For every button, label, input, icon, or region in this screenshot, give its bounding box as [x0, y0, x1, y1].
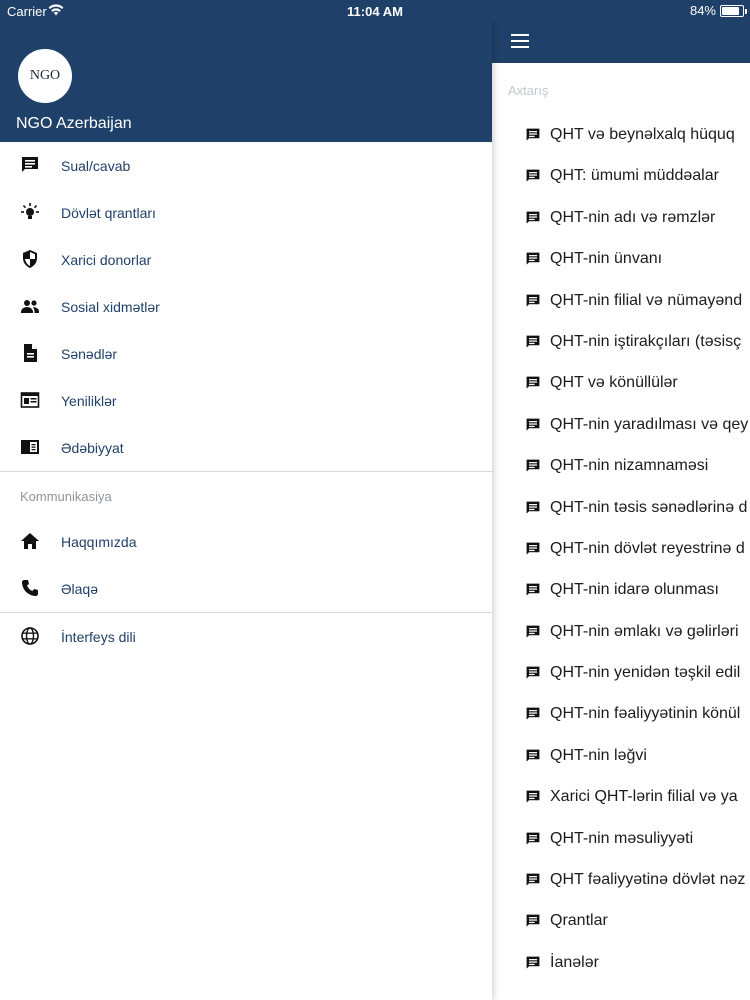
- topic-item[interactable]: [492, 943, 750, 984]
- topic-item[interactable]: [492, 446, 750, 487]
- menu-item-newspaper[interactable]: [0, 377, 492, 424]
- menu-item-globe[interactable]: [0, 613, 492, 660]
- topic-label: QHT və beynəlxalq hüquq: [550, 126, 735, 143]
- book-icon: [20, 437, 40, 457]
- topic-item[interactable]: [492, 612, 750, 653]
- globe-icon: [20, 626, 40, 646]
- topic-item[interactable]: [492, 198, 750, 239]
- chat-icon: [525, 458, 541, 474]
- battery-icon: [720, 5, 744, 17]
- battery-percent: 84%: [689, 3, 716, 18]
- topics-panel: [492, 0, 750, 1000]
- hamburger-menu-icon[interactable]: [511, 34, 529, 48]
- topic-item[interactable]: [492, 901, 750, 942]
- ngo-logo: [18, 49, 72, 103]
- chat-icon: [525, 872, 541, 888]
- topic-item[interactable]: [492, 281, 750, 322]
- menu-item-label: Əlaqə: [61, 581, 99, 597]
- phone-icon: [20, 578, 40, 598]
- chat-icon: [20, 155, 40, 175]
- topic-item[interactable]: [492, 322, 750, 363]
- topic-item[interactable]: [492, 239, 750, 280]
- menu-item-label: Haqqımızda: [61, 534, 137, 550]
- topic-label: QHT-nin adı və rəmzlər: [550, 208, 716, 226]
- section-header-communication: [0, 472, 492, 518]
- chat-icon: [525, 500, 541, 516]
- menu-item-label: Dövlət qrantları: [61, 205, 156, 221]
- chat-icon: [525, 293, 541, 309]
- topic-item[interactable]: [492, 819, 750, 860]
- chat-icon: [525, 417, 541, 433]
- topic-label: QHT: ümumi müddəalar: [550, 167, 719, 185]
- menu-item-home[interactable]: [0, 518, 492, 565]
- topic-label: QHT-nin ləğvi: [550, 746, 647, 764]
- chat-icon: [525, 913, 541, 929]
- topic-item[interactable]: [492, 405, 750, 446]
- carrier-label: Carrier: [7, 4, 47, 19]
- search-input[interactable]: [508, 81, 738, 99]
- chat-icon: [525, 706, 541, 722]
- status-bar: [0, 0, 750, 22]
- home-icon: [20, 531, 40, 551]
- primary-menu: [0, 142, 492, 471]
- topic-label: Qrantlar: [550, 912, 608, 930]
- topic-item[interactable]: [492, 653, 750, 694]
- chat-icon: [525, 375, 541, 391]
- menu-item-label: Sosial xidmətlər: [61, 299, 160, 315]
- status-time: 11:04 AM: [347, 4, 403, 19]
- topic-label: QHT-nin ünvanı: [550, 250, 663, 268]
- topic-label: QHT-nin idarə olunması: [550, 581, 719, 599]
- chat-icon: [525, 582, 541, 598]
- chat-icon: [525, 624, 541, 640]
- newspaper-icon: [20, 390, 40, 410]
- menu-item-chat[interactable]: [0, 142, 492, 189]
- topic-item[interactable]: [492, 363, 750, 404]
- menu-item-lightbulb[interactable]: [0, 189, 492, 236]
- topic-label: QHT fəaliyyətinə dövlət nəz: [550, 871, 746, 889]
- battery-fill: [722, 7, 739, 15]
- topic-label: QHT-nin dövlət reyestrinə d: [550, 539, 745, 557]
- section-header-label: Kommunikasiya: [20, 489, 112, 504]
- menu-item-book[interactable]: [0, 424, 492, 471]
- topic-item[interactable]: [492, 488, 750, 529]
- chat-icon: [525, 748, 541, 764]
- chat-icon: [525, 789, 541, 805]
- chat-icon: [525, 168, 541, 184]
- org-name: NGO Azerbaijan: [16, 115, 132, 132]
- topic-label: QHT-nin filial və nümayənd: [550, 291, 743, 309]
- chat-icon: [525, 334, 541, 350]
- menu-item-shield[interactable]: [0, 236, 492, 283]
- topic-label: QHT-nin yenidən təşkil edil: [550, 664, 741, 682]
- topic-label: İanələr: [550, 953, 599, 971]
- topic-item[interactable]: [492, 156, 750, 197]
- menu-item-document[interactable]: [0, 330, 492, 377]
- topic-label: QHT-nin nizamnaməsi: [550, 457, 709, 475]
- chat-icon: [525, 955, 541, 971]
- topic-item[interactable]: [492, 115, 750, 156]
- shield-icon: [20, 249, 40, 269]
- chat-icon: [525, 541, 541, 557]
- battery-status: [690, 3, 744, 18]
- menu-item-label: Xarici donorlar: [61, 252, 152, 268]
- people-icon: [20, 296, 40, 316]
- topic-item[interactable]: [492, 694, 750, 735]
- menu-item-label: Yeniliklər: [61, 393, 117, 409]
- chat-icon: [525, 210, 541, 226]
- topic-item[interactable]: [492, 736, 750, 777]
- menu-item-label: İnterfeys dili: [61, 629, 136, 645]
- menu-item-people[interactable]: [0, 283, 492, 330]
- topic-label: QHT-nin məsuliyyəti: [550, 829, 694, 847]
- topic-item[interactable]: [492, 860, 750, 901]
- topic-label: QHT və könüllülər: [550, 374, 678, 392]
- menu-item-label: Ədəbiyyat: [61, 440, 124, 456]
- topic-label: QHT-nin əmlakı və gəlirləri: [550, 622, 739, 640]
- topic-label: QHT-nin təsis sənədlərinə d: [550, 498, 748, 516]
- topic-list: [492, 115, 750, 984]
- chat-icon: [525, 831, 541, 847]
- chat-icon: [525, 665, 541, 681]
- topic-item[interactable]: [492, 777, 750, 818]
- document-icon: [20, 343, 40, 363]
- menu-item-label: Sual/cavab: [61, 158, 131, 174]
- chat-icon: [525, 251, 541, 267]
- chat-icon: [525, 127, 541, 143]
- topic-label: QHT-nin yaradılması və qey: [550, 415, 749, 433]
- footer-menu: [0, 613, 492, 660]
- topic-label: Xarici QHT-lərin filial və ya: [550, 788, 738, 806]
- menu-item-phone[interactable]: [0, 565, 492, 612]
- drawer-menu: [0, 142, 492, 660]
- topic-item[interactable]: [492, 570, 750, 611]
- lightbulb-icon: [20, 202, 40, 222]
- communication-menu: [0, 518, 492, 612]
- topic-label: QHT-nin fəaliyyətinin könül: [550, 705, 741, 723]
- topic-item[interactable]: [492, 529, 750, 570]
- logo-text: NGO: [29, 68, 61, 83]
- topic-label: QHT-nin iştirakçıları (təsisç: [550, 332, 742, 350]
- menu-item-label: Sənədlər: [61, 346, 118, 362]
